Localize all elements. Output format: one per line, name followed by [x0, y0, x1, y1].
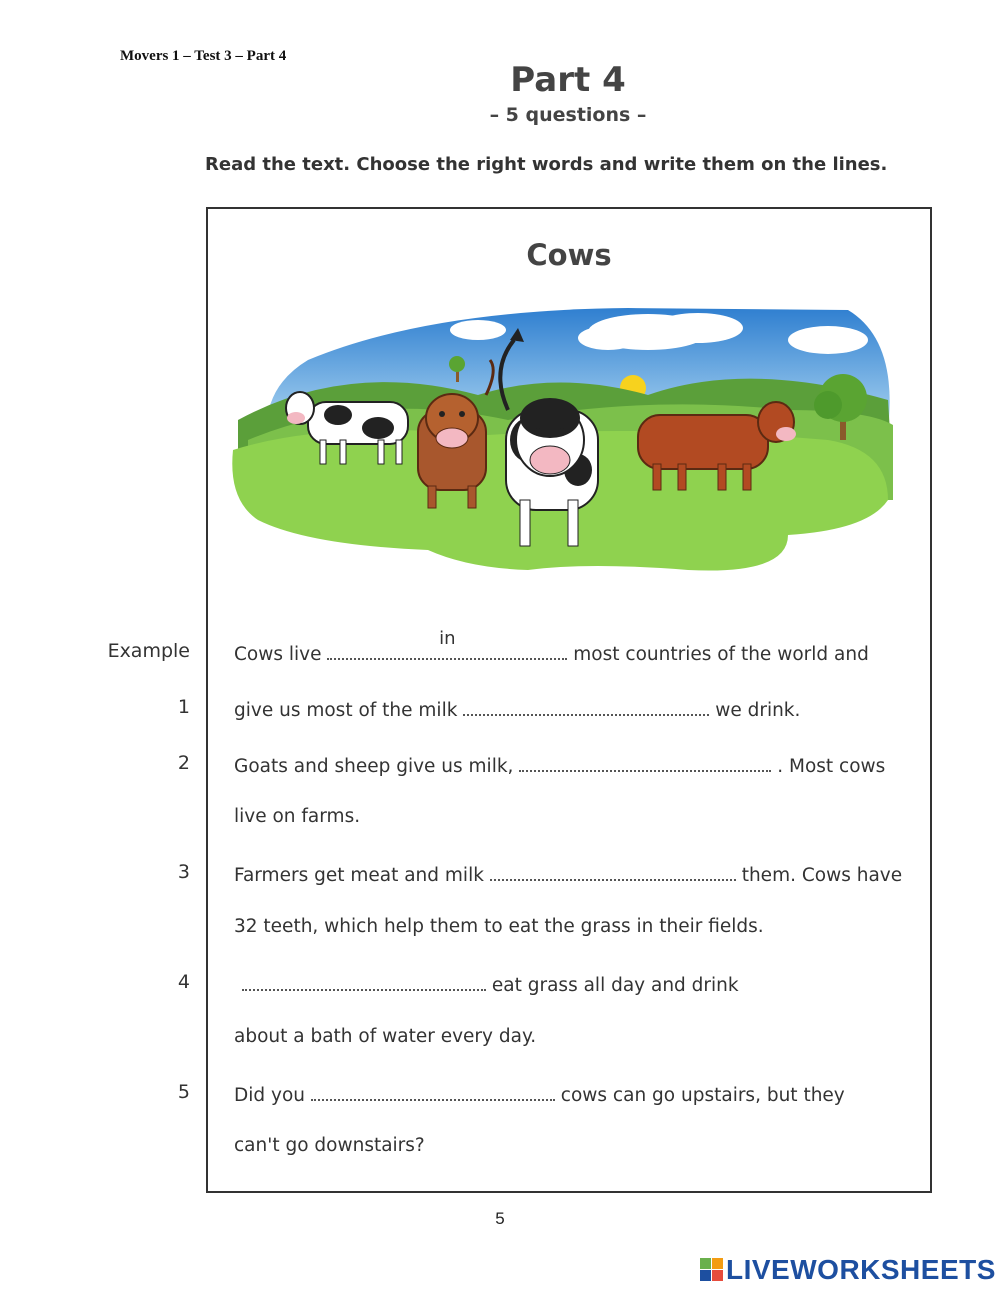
row-label-example: Example — [107, 640, 190, 662]
text-before: Farmers get meat and milk — [234, 865, 484, 886]
answer-line-example — [327, 628, 567, 660]
page-number: 5 — [495, 1209, 505, 1228]
brand-name: LIVEWORKSHEETS — [726, 1254, 996, 1285]
text-after: most countries of the world and — [573, 644, 869, 665]
sentence-example — [234, 628, 869, 665]
text-before: give us most of the milk — [234, 700, 458, 721]
text-after: cows can go upstairs, but they — [560, 1085, 845, 1106]
answer-line-3[interactable] — [490, 861, 736, 881]
answer-line-1[interactable] — [463, 696, 709, 716]
text-after: we drink. — [715, 700, 801, 721]
test-reference: Movers 1 – Test 3 – Part 4 — [120, 48, 287, 64]
row-label-4: 4 — [177, 971, 190, 993]
text-after: them. Cows have — [741, 865, 903, 886]
liveworksheets-logo-icon — [700, 1258, 724, 1282]
sentence-2-continued: live on farms. — [234, 806, 361, 827]
part-subtitle: – 5 questions – — [489, 104, 647, 126]
text-before: Did you — [234, 1085, 306, 1106]
sentence-4-continued: about a bath of water every day. — [234, 1026, 537, 1047]
example-answer: in — [439, 628, 456, 649]
answer-line-2[interactable] — [519, 752, 771, 772]
text-after: eat grass all day and drink — [491, 975, 739, 996]
row-label-3: 3 — [177, 861, 190, 883]
text-after: . Most cows — [777, 756, 886, 777]
text-before: Cows live — [234, 644, 322, 665]
text-before: Goats and sheep give us milk, — [234, 756, 514, 777]
sentence-5-continued: can't go downstairs? — [234, 1135, 425, 1156]
cows-in-field-illustration — [228, 300, 908, 580]
sentence-4 — [242, 971, 739, 996]
sentence-3 — [234, 861, 902, 886]
reading-title: Cows — [526, 238, 612, 272]
sentence-1 — [234, 696, 800, 721]
answer-line-4[interactable] — [242, 971, 486, 991]
row-label-1: 1 — [177, 696, 190, 718]
part-title: Part 4 — [510, 60, 626, 100]
answer-line-5[interactable] — [311, 1081, 555, 1101]
row-label-2: 2 — [177, 752, 190, 774]
liveworksheets-brand[interactable] — [700, 1254, 996, 1286]
instruction-text: Read the text. Choose the right words and write them on the lines. — [205, 154, 888, 175]
sentence-5 — [234, 1081, 845, 1106]
row-label-5: 5 — [177, 1081, 190, 1103]
sentence-2 — [234, 752, 885, 777]
sentence-3-continued: 32 teeth, which help them to eat the grass in their fields. — [234, 916, 764, 937]
